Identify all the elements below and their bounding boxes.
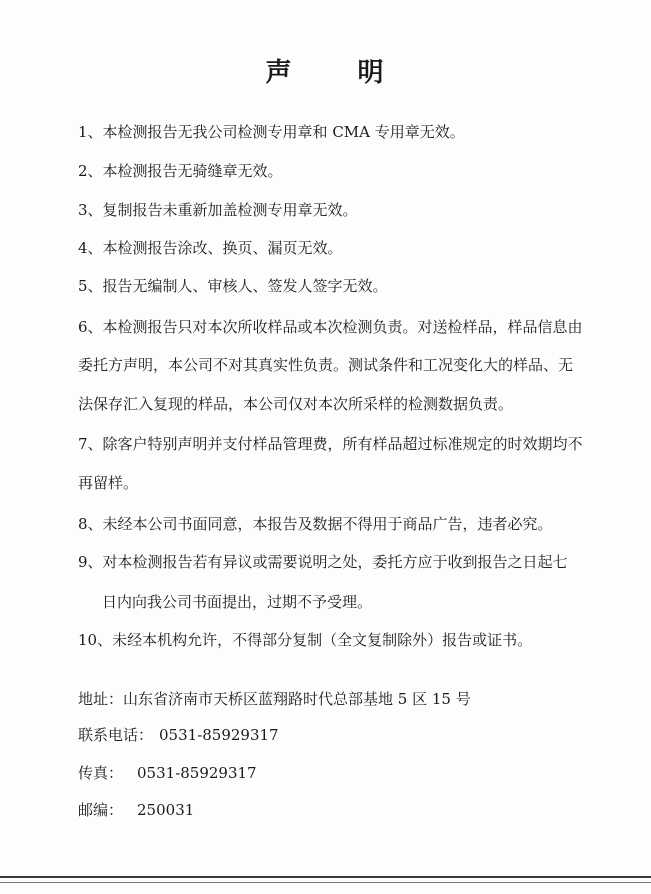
address-label: 地址： bbox=[78, 690, 124, 708]
clause-9-line-1: 9、对本检测报告若有异议或需要说明之处，委托方应于收到报告之日起七 bbox=[78, 553, 568, 571]
clause-3: 3、复制报告未重新加盖检测专用章无效。 bbox=[78, 201, 358, 219]
phone-line bbox=[78, 724, 598, 746]
postcode-value: 250031 bbox=[137, 801, 195, 819]
clause-6-line-2: 委托方声明，本公司不对其真实性负责。测试条件和工况变化大的样品、无 bbox=[78, 356, 574, 374]
address-value: 山东省济南市天桥区蓝翔路时代总部基地 5 区 15 号 bbox=[123, 690, 471, 708]
bottom-rule-thin bbox=[0, 882, 651, 883]
clause-6-line-1: 6、本检测报告只对本次所收样品或本次检测负责。对送检样品，样品信息由 bbox=[78, 318, 583, 336]
fax-line bbox=[78, 762, 598, 784]
bottom-rule bbox=[0, 876, 651, 878]
postcode-line bbox=[78, 799, 598, 821]
clause-4: 4、本检测报告涂改、换页、漏页无效。 bbox=[78, 239, 343, 257]
phone-label: 联系电话： bbox=[78, 726, 154, 744]
clause-1: 1、本检测报告无我公司检测专用章和 CMA 专用章无效。 bbox=[78, 123, 465, 141]
title-char-2: 明 bbox=[357, 58, 386, 88]
clause-6-line-3: 法保存汇入复现的样品，本公司仅对本次所采样的检测数据负责。 bbox=[78, 395, 514, 413]
fax-label: 传真： bbox=[78, 764, 124, 782]
clause-5: 5、报告无编制人、审核人、签发人签字无效。 bbox=[78, 277, 388, 295]
page-title bbox=[0, 52, 651, 89]
clause-10: 10、未经本机构允许，不得部分复制（全文复制除外）报告或证书。 bbox=[78, 631, 533, 649]
clause-7-line-1: 7、除客户特别声明并支付样品管理费，所有样品超过标准规定的时效期均不 bbox=[78, 435, 583, 453]
postcode-label: 邮编： bbox=[78, 801, 124, 819]
clause-2: 2、本检测报告无骑缝章无效。 bbox=[78, 162, 283, 180]
title-char-1: 声 bbox=[265, 58, 294, 88]
clause-7-line-2: 再留样。 bbox=[78, 474, 139, 492]
clause-8: 8、未经本公司书面同意，本报告及数据不得用于商品广告，违者必究。 bbox=[78, 515, 553, 533]
clause-9-line-2: 日内向我公司书面提出，过期不予受理。 bbox=[102, 593, 373, 611]
address-line bbox=[78, 688, 598, 710]
fax-value: 0531-85929317 bbox=[137, 764, 257, 782]
phone-value: 0531-85929317 bbox=[159, 726, 279, 744]
